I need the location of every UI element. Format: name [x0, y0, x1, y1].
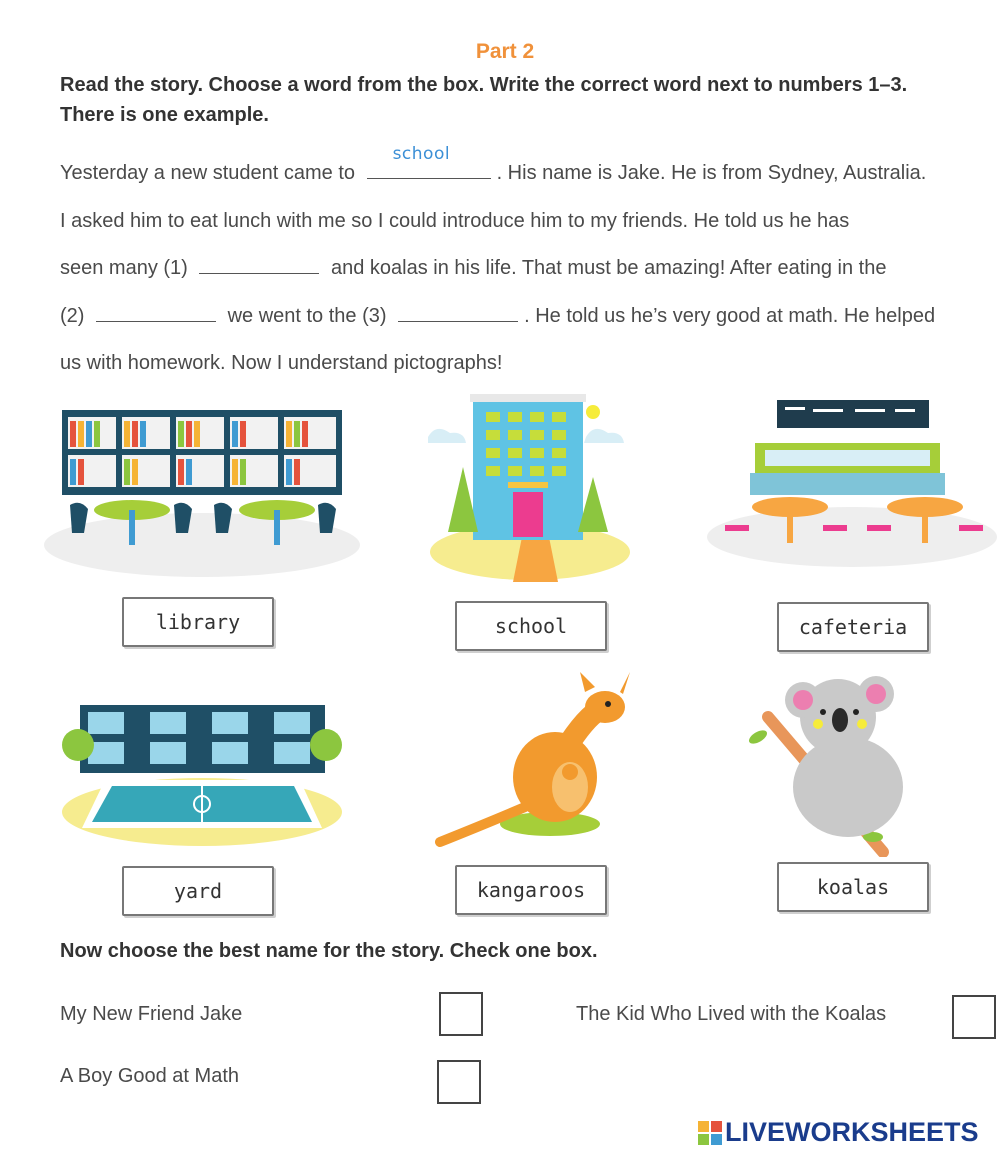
option-checkbox-3[interactable] [437, 1060, 481, 1104]
story-segment: . His name is Jake. He is from Sydney, Australia. [496, 162, 927, 184]
story-segment: seen many (1) [60, 257, 188, 279]
word-cafeteria: cafeteria [777, 602, 929, 652]
cafeteria-picture [705, 395, 1000, 575]
story-line-4 [60, 293, 960, 341]
story-text [60, 143, 960, 388]
example-answer: school [392, 143, 451, 164]
story-segment: (2) [60, 304, 85, 327]
story-segment: and koalas in his life. That must be amazing! After eating in the [330, 257, 887, 279]
part-title: Part 2 [475, 40, 535, 63]
title-question: Now choose the best name for the story. Check one box. [60, 940, 598, 962]
story-segment: we went to the (3) [227, 304, 387, 327]
story-line-1 [60, 143, 960, 198]
answer-blank-3[interactable] [398, 299, 518, 322]
logo-mark-icon [698, 1121, 722, 1145]
word-koalas: koalas [777, 862, 929, 912]
option-checkbox-2[interactable] [952, 995, 996, 1039]
story-line-5: us with homework. Now I understand pictographs! [60, 352, 503, 374]
word-kangaroos: kangaroos [455, 865, 607, 915]
answer-blank-2[interactable] [96, 299, 216, 322]
story-segment: . He told us he’s very good at math. He helped [524, 304, 936, 327]
story-line-2: I asked him to eat lunch with me so I could introduce him to my friends. He told us he has [60, 209, 850, 232]
word-library: library [122, 597, 274, 647]
option-label-2: The Kid Who Lived with the Koalas [576, 1003, 887, 1025]
example-blank [367, 143, 491, 179]
logo-text: LIVEWORKSHEETS [725, 1117, 979, 1147]
story-line-3 [60, 245, 960, 293]
yard-picture [60, 700, 345, 850]
story-segment: Yesterday a new student came to [60, 162, 355, 184]
option-label-3: A Boy Good at Math [60, 1065, 239, 1087]
library-picture [42, 405, 362, 580]
word-school: school [455, 601, 607, 651]
option-checkbox-1[interactable] [439, 992, 483, 1036]
answer-blank-1[interactable] [199, 251, 319, 274]
liveworksheets-logo [698, 1117, 979, 1148]
kangaroo-picture [430, 672, 635, 852]
instructions: Read the story. Choose a word from the box. Write the correct word next to numbers 1–3. There is one example. [60, 74, 908, 126]
word-yard: yard [122, 866, 274, 916]
school-picture [428, 392, 633, 582]
option-label-1: My New Friend Jake [60, 1003, 243, 1025]
koala-picture [738, 672, 918, 857]
